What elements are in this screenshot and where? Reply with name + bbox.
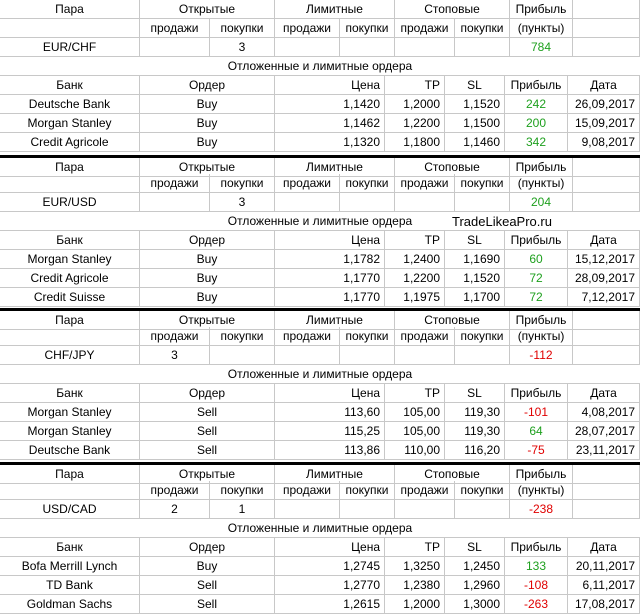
bank-header: Банк: [0, 538, 140, 557]
stop-loss: 119,30: [445, 422, 505, 441]
total-profit: 204: [510, 193, 573, 212]
order-date: 6,11,2017: [568, 576, 640, 595]
opened-header: Открытые: [140, 158, 275, 177]
sells-label: продажи: [140, 174, 210, 193]
row-profit: 342: [505, 133, 568, 152]
sl-header: SL: [445, 384, 505, 403]
profit-col-header: Прибыль: [505, 231, 568, 250]
take-profit: 1,2200: [385, 269, 445, 288]
stop-loss: 1,1700: [445, 288, 505, 307]
sells-label: продажи: [140, 481, 210, 500]
date-header: Дата: [568, 231, 640, 250]
order-price: 113,60: [275, 403, 385, 422]
blank-cell: [455, 500, 510, 519]
sells-label: продажи: [140, 327, 210, 346]
order-price: 1,1462: [275, 114, 385, 133]
take-profit: 1,3250: [385, 557, 445, 576]
pair-name: EUR/USD: [0, 193, 140, 212]
profit-col-header: Прибыль: [505, 76, 568, 95]
date-header: Дата: [568, 76, 640, 95]
total-profit: -112: [510, 346, 573, 365]
points-label: (пункты): [510, 327, 573, 346]
take-profit: 105,00: [385, 422, 445, 441]
order-date: 7,12,2017: [568, 288, 640, 307]
open-buys-count: 3: [210, 38, 275, 57]
order-type: Sell: [140, 441, 275, 460]
order-type: Buy: [140, 557, 275, 576]
take-profit: 1,2000: [385, 95, 445, 114]
blank-cell: [395, 346, 455, 365]
order-type: Sell: [140, 403, 275, 422]
row-profit: 60: [505, 250, 568, 269]
take-profit: 1,2380: [385, 576, 445, 595]
limit-sells-label: продажи: [275, 481, 340, 500]
order-price: 1,2745: [275, 557, 385, 576]
order-type: Sell: [140, 422, 275, 441]
stop-buys-label: покупки: [455, 174, 510, 193]
order-header: Ордер: [140, 231, 275, 250]
take-profit: 1,1800: [385, 133, 445, 152]
stop-loss: 1,1520: [445, 269, 505, 288]
blank-cell: [573, 193, 640, 212]
limit-buys-label: покупки: [340, 327, 395, 346]
date-header: Дата: [568, 384, 640, 403]
order-price: 1,1782: [275, 250, 385, 269]
stop-buys-label: покупки: [455, 327, 510, 346]
row-profit: 72: [505, 269, 568, 288]
pending-orders-title: Отложенные и лимитные ордера: [0, 365, 640, 384]
stop-loss: 1,2450: [445, 557, 505, 576]
bank-name: TD Bank: [0, 576, 140, 595]
blank-cell: [0, 174, 140, 193]
open-sells-count: 2: [140, 500, 210, 519]
tp-header: TP: [385, 538, 445, 557]
bank-name: Morgan Stanley: [0, 403, 140, 422]
order-price: 1,1770: [275, 288, 385, 307]
row-profit: -263: [505, 595, 568, 614]
order-date: 28,09,2017: [568, 269, 640, 288]
sl-header: SL: [445, 76, 505, 95]
order-date: 28,07,2017: [568, 422, 640, 441]
blank-cell: [0, 19, 140, 38]
limit-header: Лимитные: [275, 311, 395, 330]
points-label: (пункты): [510, 481, 573, 500]
order-date: 20,11,2017: [568, 557, 640, 576]
take-profit: 1,2200: [385, 114, 445, 133]
profit-header: Прибыль: [510, 158, 573, 177]
bank-name: Credit Agricole: [0, 133, 140, 152]
opened-header: Открытые: [140, 0, 275, 19]
blank-cell: [340, 500, 395, 519]
take-profit: 1,2000: [385, 595, 445, 614]
order-header: Ордер: [140, 76, 275, 95]
order-date: 15,12,2017: [568, 250, 640, 269]
stop-loss: 1,1500: [445, 114, 505, 133]
open-sells-count: [140, 193, 210, 212]
take-profit: 105,00: [385, 403, 445, 422]
order-date: 17,08,2017: [568, 595, 640, 614]
open-buys-count: [210, 346, 275, 365]
stop-loss: 1,1690: [445, 250, 505, 269]
blank-cell: [275, 193, 340, 212]
order-type: Buy: [140, 133, 275, 152]
pending-orders-title: Отложенные и лимитные ордера: [0, 57, 640, 76]
bank-header: Банк: [0, 76, 140, 95]
sl-header: SL: [445, 231, 505, 250]
blank-cell: [573, 0, 640, 19]
limit-header: Лимитные: [275, 0, 395, 19]
blank-cell: [455, 346, 510, 365]
tp-header: TP: [385, 231, 445, 250]
opened-header: Открытые: [140, 311, 275, 330]
pair-name: USD/CAD: [0, 500, 140, 519]
sl-header: SL: [445, 538, 505, 557]
open-sells-count: [140, 38, 210, 57]
bank-name: Credit Suisse: [0, 288, 140, 307]
buys-label: покупки: [210, 174, 275, 193]
stop-sells-label: продажи: [395, 481, 455, 500]
date-header: Дата: [568, 538, 640, 557]
stop-loss: 119,30: [445, 403, 505, 422]
bank-name: Deutsche Bank: [0, 95, 140, 114]
order-header: Ордер: [140, 538, 275, 557]
bank-name: Morgan Stanley: [0, 422, 140, 441]
bank-name: Goldman Sachs: [0, 595, 140, 614]
take-profit: 1,2400: [385, 250, 445, 269]
profit-col-header: Прибыль: [505, 538, 568, 557]
order-date: 4,08,2017: [568, 403, 640, 422]
stop-loss: 1,1460: [445, 133, 505, 152]
open-sells-count: 3: [140, 346, 210, 365]
order-date: 15,09,2017: [568, 114, 640, 133]
stop-sells-label: продажи: [395, 174, 455, 193]
tp-header: TP: [385, 384, 445, 403]
limit-buys-label: покупки: [340, 174, 395, 193]
points-label: (пункты): [510, 174, 573, 193]
order-price: 113,86: [275, 441, 385, 460]
blank-cell: [573, 346, 640, 365]
open-buys-count: 1: [210, 500, 275, 519]
blank-cell: [275, 346, 340, 365]
stop-buys-label: покупки: [455, 481, 510, 500]
limit-sells-label: продажи: [275, 327, 340, 346]
pending-orders-title: Отложенные и лимитные ордера: [0, 519, 640, 538]
stop-header: Стоповые: [395, 311, 510, 330]
limit-buys-label: покупки: [340, 19, 395, 38]
order-type: Buy: [140, 95, 275, 114]
take-profit: 1,1975: [385, 288, 445, 307]
row-profit: 72: [505, 288, 568, 307]
pair-name: CHF/JPY: [0, 346, 140, 365]
order-header: Ордер: [140, 384, 275, 403]
order-type: Buy: [140, 288, 275, 307]
watermark-text: TradeLikeaPro.ru: [452, 214, 552, 229]
bank-name: Credit Agricole: [0, 269, 140, 288]
row-profit: 133: [505, 557, 568, 576]
blank-cell: [340, 38, 395, 57]
order-price: 115,25: [275, 422, 385, 441]
total-profit: 784: [510, 38, 573, 57]
blank-cell: [573, 19, 640, 38]
blank-cell: [275, 38, 340, 57]
order-price: 1,1320: [275, 133, 385, 152]
row-profit: 64: [505, 422, 568, 441]
order-date: 9,08,2017: [568, 133, 640, 152]
price-header: Цена: [275, 384, 385, 403]
pair-header: Пара: [0, 311, 140, 330]
limit-header: Лимитные: [275, 465, 395, 484]
blank-cell: [573, 481, 640, 500]
stop-sells-label: продажи: [395, 327, 455, 346]
blank-cell: [0, 327, 140, 346]
tp-header: TP: [385, 76, 445, 95]
buys-label: покупки: [210, 481, 275, 500]
blank-cell: [455, 38, 510, 57]
pair-header: Пара: [0, 0, 140, 19]
profit-header: Прибыль: [510, 465, 573, 484]
pair-header: Пара: [0, 158, 140, 177]
limit-sells-label: продажи: [275, 19, 340, 38]
blank-cell: [0, 481, 140, 500]
row-profit: 200: [505, 114, 568, 133]
pending-orders-title: Отложенные и лимитные ордера: [0, 212, 640, 231]
bank-name: Morgan Stanley: [0, 114, 140, 133]
order-price: 1,1770: [275, 269, 385, 288]
blank-cell: [395, 38, 455, 57]
row-profit: -101: [505, 403, 568, 422]
row-profit: -75: [505, 441, 568, 460]
blank-cell: [573, 327, 640, 346]
points-label: (пункты): [510, 19, 573, 38]
blank-cell: [340, 193, 395, 212]
bank-header: Банк: [0, 384, 140, 403]
take-profit: 110,00: [385, 441, 445, 460]
order-type: Buy: [140, 269, 275, 288]
price-header: Цена: [275, 76, 385, 95]
blank-cell: [340, 346, 395, 365]
order-type: Buy: [140, 250, 275, 269]
profit-col-header: Прибыль: [505, 384, 568, 403]
stop-loss: 116,20: [445, 441, 505, 460]
profit-header: Прибыль: [510, 311, 573, 330]
blank-cell: [573, 174, 640, 193]
order-price: 1,1420: [275, 95, 385, 114]
blank-cell: [395, 500, 455, 519]
opened-header: Открытые: [140, 465, 275, 484]
order-type: Buy: [140, 114, 275, 133]
limit-sells-label: продажи: [275, 174, 340, 193]
blank-cell: [275, 500, 340, 519]
order-type: Sell: [140, 595, 275, 614]
blank-cell: [573, 500, 640, 519]
bank-name: Bofa Merrill Lynch: [0, 557, 140, 576]
stop-loss: 1,3000: [445, 595, 505, 614]
price-header: Цена: [275, 538, 385, 557]
limit-header: Лимитные: [275, 158, 395, 177]
total-profit: -238: [510, 500, 573, 519]
stop-loss: 1,1520: [445, 95, 505, 114]
buys-label: покупки: [210, 19, 275, 38]
stop-header: Стоповые: [395, 0, 510, 19]
order-date: 26,09,2017: [568, 95, 640, 114]
blank-cell: [395, 193, 455, 212]
sells-label: продажи: [140, 19, 210, 38]
bank-header: Банк: [0, 231, 140, 250]
buys-label: покупки: [210, 327, 275, 346]
limit-buys-label: покупки: [340, 481, 395, 500]
row-profit: -108: [505, 576, 568, 595]
blank-cell: [455, 193, 510, 212]
order-type: Sell: [140, 576, 275, 595]
stop-buys-label: покупки: [455, 19, 510, 38]
stop-header: Стоповые: [395, 465, 510, 484]
order-date: 23,11,2017: [568, 441, 640, 460]
pair-name: EUR/CHF: [0, 38, 140, 57]
order-price: 1,2615: [275, 595, 385, 614]
price-header: Цена: [275, 231, 385, 250]
stop-loss: 1,2960: [445, 576, 505, 595]
pair-header: Пара: [0, 465, 140, 484]
open-buys-count: 3: [210, 193, 275, 212]
stop-header: Стоповые: [395, 158, 510, 177]
stop-sells-label: продажи: [395, 19, 455, 38]
blank-cell: [573, 38, 640, 57]
order-price: 1,2770: [275, 576, 385, 595]
bank-name: Deutsche Bank: [0, 441, 140, 460]
profit-header: Прибыль: [510, 0, 573, 19]
row-profit: 242: [505, 95, 568, 114]
bank-name: Morgan Stanley: [0, 250, 140, 269]
